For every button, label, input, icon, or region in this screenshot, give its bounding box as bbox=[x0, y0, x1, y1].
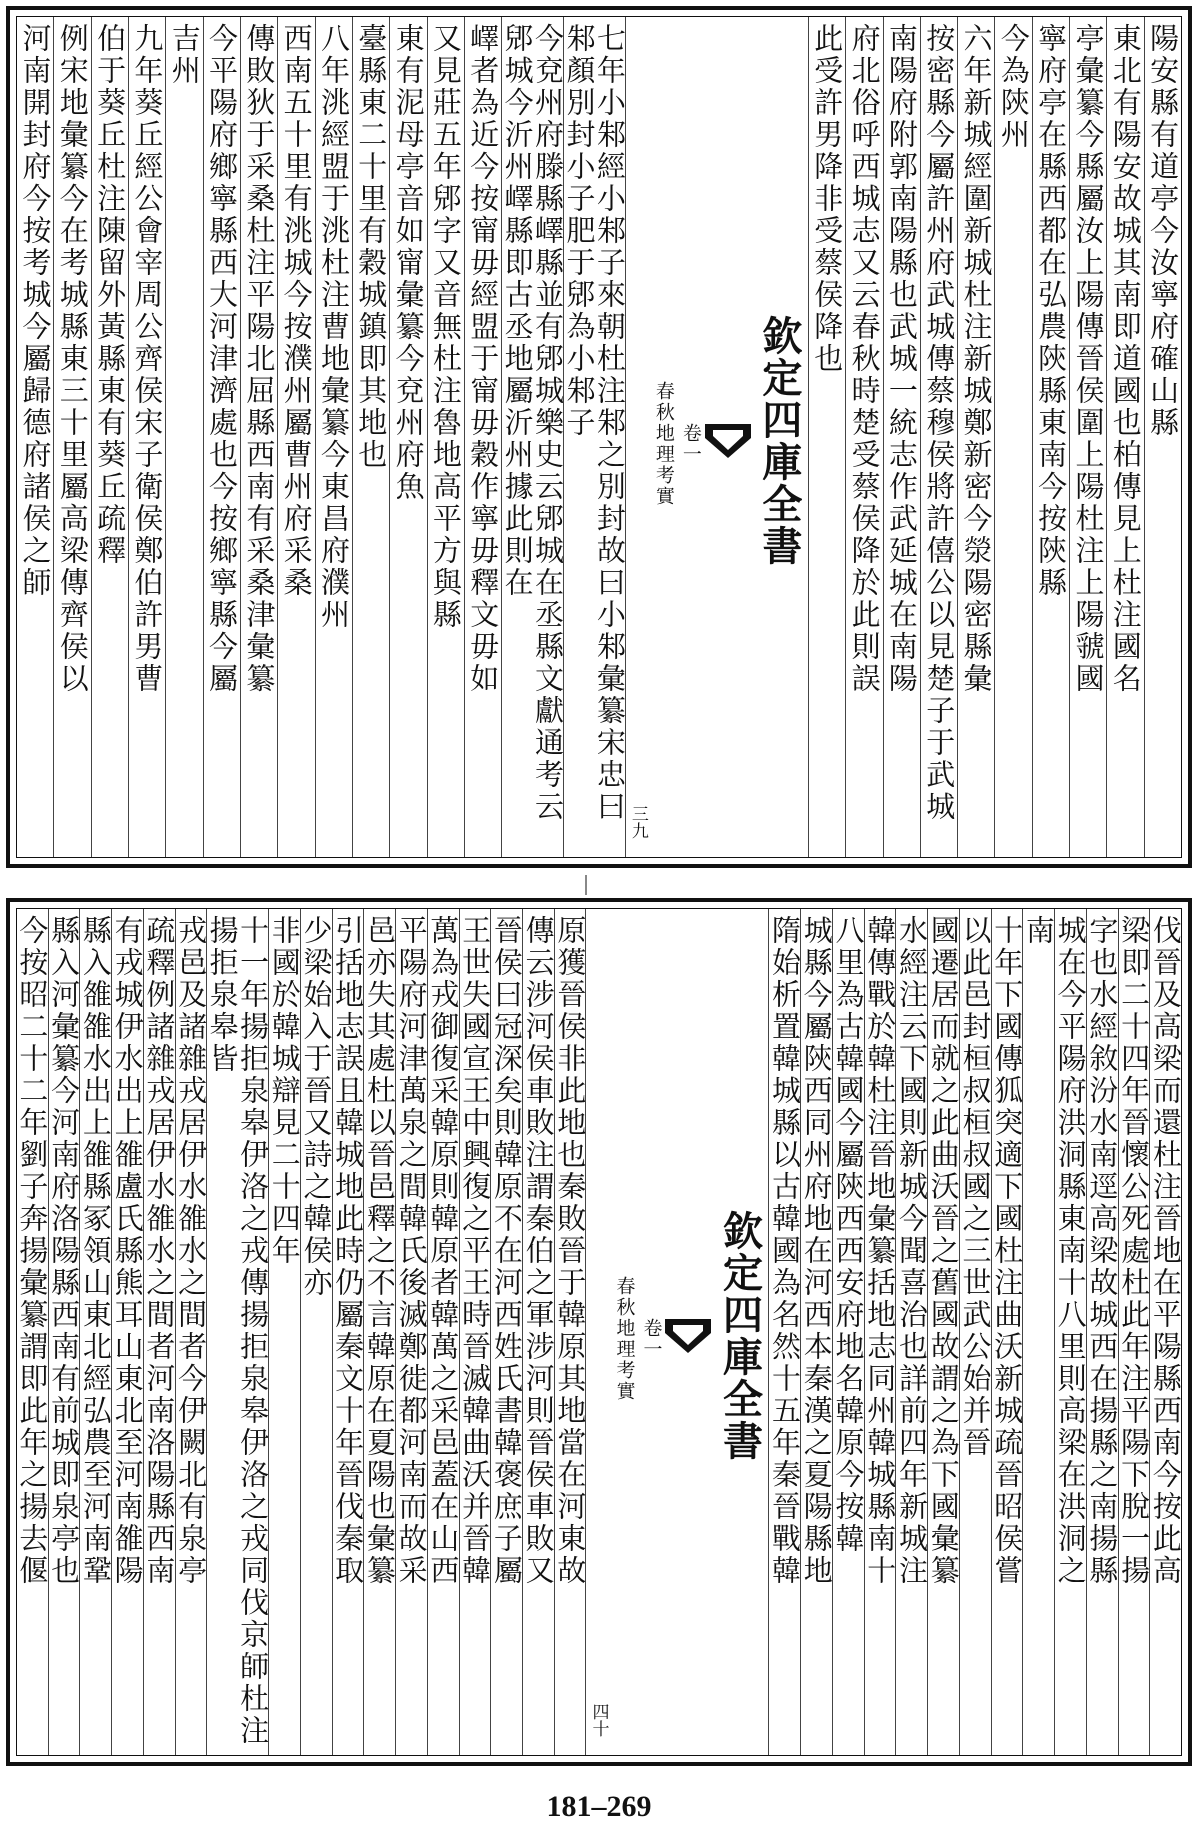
top-panel-left-column-7: 西南五十里有洮城今按濮州屬曹州府采桑 bbox=[277, 17, 314, 857]
bottom-panel-right-column-3: 城在今平陽府洪洞縣東南十八里則高梁在洪洞之 bbox=[1054, 909, 1086, 1755]
top-panel-right-column-7: 南陽府附郭南陽縣也武城一統志作武延城在南陽 bbox=[883, 17, 920, 857]
folio-number: 三九 bbox=[627, 805, 648, 839]
top-panel-right-column-8: 府北俗呼西城志又云春秋時楚受蔡侯降於此則誤 bbox=[845, 17, 882, 857]
bottom-panel-right-column-4: 南 bbox=[1022, 909, 1054, 1755]
top-panel-left-column-10: 吉州 bbox=[165, 17, 202, 857]
bottom-panel-right-column-7: 國遷居而就之此曲沃晉之舊國故謂之為下國彙纂 bbox=[927, 909, 959, 1755]
volume-label: 卷一 bbox=[679, 423, 702, 465]
folio-number: 四十 bbox=[588, 1703, 609, 1737]
fishtail-ornament-icon bbox=[705, 424, 751, 458]
top-panel-left-column-2: 嶧者為近今按甯毋經盟于甯毋穀作寧毋釋文毋如 bbox=[464, 17, 501, 857]
top-panel-left-column-5: 臺縣東二十里有穀城鎮即其地也 bbox=[352, 17, 389, 857]
book-subtitle: 春秋地理考實 bbox=[652, 381, 675, 507]
top-panel-right-column-5: 六年新城經圍新城杜注新城鄭新密今滎陽密縣彙 bbox=[957, 17, 994, 857]
top-panel-right-column-3: 寧府亭在縣西都在弘農陝縣東南今按陝縣 bbox=[1032, 17, 1069, 857]
bottom-panel-left-column-13: 有戎城伊水出上雒盧氏縣熊耳山東北至河南雒陽 bbox=[111, 909, 143, 1755]
top-panel-left-column-0: 七年小邾經小邾子來朝杜注邾之別封故曰小邾彙纂宋忠曰邾顏別封小子肥于郳為小邾子 bbox=[563, 17, 625, 857]
bottom-panel-left-column-7: 引括地志誤且韓城地此時仍屬秦文十年晉伐秦取 bbox=[332, 909, 364, 1755]
center-title: 欽定四庫全書 bbox=[755, 315, 803, 567]
bottom-page-columns bbox=[16, 908, 1182, 1756]
top-panel-right-column-2: 亭彙纂今縣屬汝上陽傳晉侯圍上陽杜注上陽虢國 bbox=[1069, 17, 1106, 857]
top-panel-right-column-9: 此受許男降非受蔡侯降也 bbox=[808, 17, 845, 857]
top-panel-right-column-4: 今為陝州 bbox=[994, 17, 1031, 857]
top-panel-left-column-6: 八年洮經盟于洮杜注曹地彙纂今東昌府濮州 bbox=[315, 17, 352, 857]
bottom-panel-center-strip bbox=[585, 909, 768, 1755]
book-subtitle: 春秋地理考實 bbox=[613, 1276, 636, 1402]
page-divider-mark bbox=[585, 875, 587, 895]
bottom-panel-right-column-1: 梁即二十四年晉懷公死處杜此年注平陽下脫一揚 bbox=[1118, 909, 1150, 1755]
bottom-panel-right-column-9: 韓傳戰於韓杜注晉地彙纂括地志同州韓城縣南十 bbox=[864, 909, 896, 1755]
bottom-panel-left-column-6: 邑亦失其處杜以晉邑釋之不言韓原在夏陽也彙纂 bbox=[363, 909, 395, 1755]
top-panel-center-strip bbox=[625, 17, 808, 857]
bottom-panel-left-column-5: 平陽府河津萬泉之間韓氏後滅鄭徙都河南而故采 bbox=[395, 909, 427, 1755]
volume-label: 卷一 bbox=[640, 1318, 663, 1360]
top-panel-left-column-11: 九年葵丘經公會宰周公齊侯宋子衛侯鄭伯許男曹 bbox=[128, 17, 165, 857]
bottom-panel-right-column-12: 隋始析置韓城縣以古韓國為名然十五年秦晉戰韓 bbox=[768, 909, 800, 1755]
bottom-panel-left-column-8: 少梁始入于晉又詩之韓侯亦 bbox=[300, 909, 332, 1755]
bottom-panel-left-column-11: 戎邑及諸雜戎居伊水雒水之間者今伊闕北有泉亭 bbox=[175, 909, 207, 1755]
fishtail-ornament-icon bbox=[665, 1319, 711, 1353]
bottom-panel-left-column-2: 晉侯曰冠深矣則韓原不在河西姓氏書韓褒庶子屬 bbox=[490, 909, 522, 1755]
bottom-panel-right-column-10: 八里為古韓國今屬陝西西安府地名韓原今按韓 bbox=[832, 909, 864, 1755]
center-title: 欽定四庫全書 bbox=[716, 1210, 764, 1462]
bottom-panel-right-column-0: 伐晉及高梁而還杜注晉地在平陽縣西南今按此高 bbox=[1149, 909, 1181, 1755]
bottom-panel-right-column-5: 十年下國傳狐突適下國杜注曲沃新城疏晉昭侯嘗 bbox=[991, 909, 1023, 1755]
top-page-panel bbox=[6, 6, 1192, 868]
top-panel-left-column-1: 今兗州府滕縣嶧縣並有郳城樂史云郳城在丞縣文獻通考云郳城今沂州嶧縣即古丞地屬沂州據此則在 bbox=[501, 17, 563, 857]
bottom-panel-left-column-0: 原獲晉侯非此地也秦敗晉于韓原其地當在河東故 bbox=[554, 909, 586, 1755]
top-panel-left-column-12: 伯于葵丘杜注陳留外黃縣東有葵丘疏釋 bbox=[91, 17, 128, 857]
bottom-panel-left-column-10: 十一年揚拒泉皋伊洛之戎傳揚拒泉皋伊洛之戎同伐京師杜注揚拒泉皋皆 bbox=[206, 909, 268, 1755]
top-panel-left-column-8: 傳敗狄于采桑杜注平陽北屈縣西南有采桑津彙纂 bbox=[240, 17, 277, 857]
bottom-panel-right-column-6: 以此邑封桓叔桓叔國之三世武公始并晉 bbox=[959, 909, 991, 1755]
bottom-panel-left-column-12: 疏釋例諸雜戎居伊水雒水之間者河南洛陽縣西南 bbox=[143, 909, 175, 1755]
bottom-panel-left-column-9: 非國於韓城辯見二十四年 bbox=[268, 909, 300, 1755]
page-footer-number: 181–269 bbox=[546, 1790, 652, 1823]
bottom-panel-left-column-4: 萬為戎御復采韓原則韓原者韓萬之采邑蓋在山西 bbox=[427, 909, 459, 1755]
top-panel-left-column-3: 又見莊五年郳字又音無杜注魯地高平方與縣 bbox=[427, 17, 464, 857]
bottom-panel-left-column-3: 王世失國宣王中興復之平王時晉滅韓曲沃并晉韓 bbox=[459, 909, 491, 1755]
top-panel-left-column-9: 今平陽府鄉寧縣西大河津濟處也今按鄉寧縣今屬 bbox=[203, 17, 240, 857]
bottom-panel-right-column-8: 水經注云下國則新城今聞喜治也詳前四年新城注 bbox=[895, 909, 927, 1755]
top-panel-left-column-14: 河南開封府今按考城今屬歸德府諸侯之師 bbox=[18, 23, 53, 599]
bottom-panel-left-column-14: 縣入雒雒水出上雒縣冢領山東北經弘農至河南鞏 bbox=[79, 909, 111, 1755]
bottom-panel-left-column-15: 縣入河彙纂今河南府洛陽縣西南有前城即泉亭也 bbox=[48, 909, 80, 1755]
bottom-panel-right-column-11: 城縣今屬陝西同州府地在河西本秦漢之夏陽縣地 bbox=[800, 909, 832, 1755]
top-panel-left-column-4: 東有泥母亭音如甯彙纂今兗州府魚 bbox=[389, 17, 426, 857]
top-panel-right-column-1: 東北有陽安故城其南即道國也柏傳見上杜注國名 bbox=[1106, 17, 1143, 857]
top-panel-right-column-6: 按密縣今屬許州府武城傳蔡穆侯將許僖公以見楚子于武城 bbox=[920, 17, 957, 857]
bottom-panel-left-column-1: 傳云涉河侯車敗注謂秦伯之軍涉河則晉侯車敗又 bbox=[522, 909, 554, 1755]
bottom-panel-left-column-16: 今按昭二十二年劉子奔揚彙纂謂即此年之揚去偃 bbox=[15, 915, 50, 1587]
bottom-panel-right-column-2: 字也水經敘汾水南逕高梁故城西在揚縣之南揚縣 bbox=[1086, 909, 1118, 1755]
top-panel-right-column-0: 陽安縣有道亭今汝寧府確山縣 bbox=[1144, 17, 1181, 857]
top-panel-left-column-13: 例宋地彙纂今在考城縣東三十里屬高梁傳齊侯以 bbox=[53, 17, 90, 857]
top-page-columns bbox=[16, 16, 1182, 858]
bottom-page-panel bbox=[6, 898, 1192, 1766]
